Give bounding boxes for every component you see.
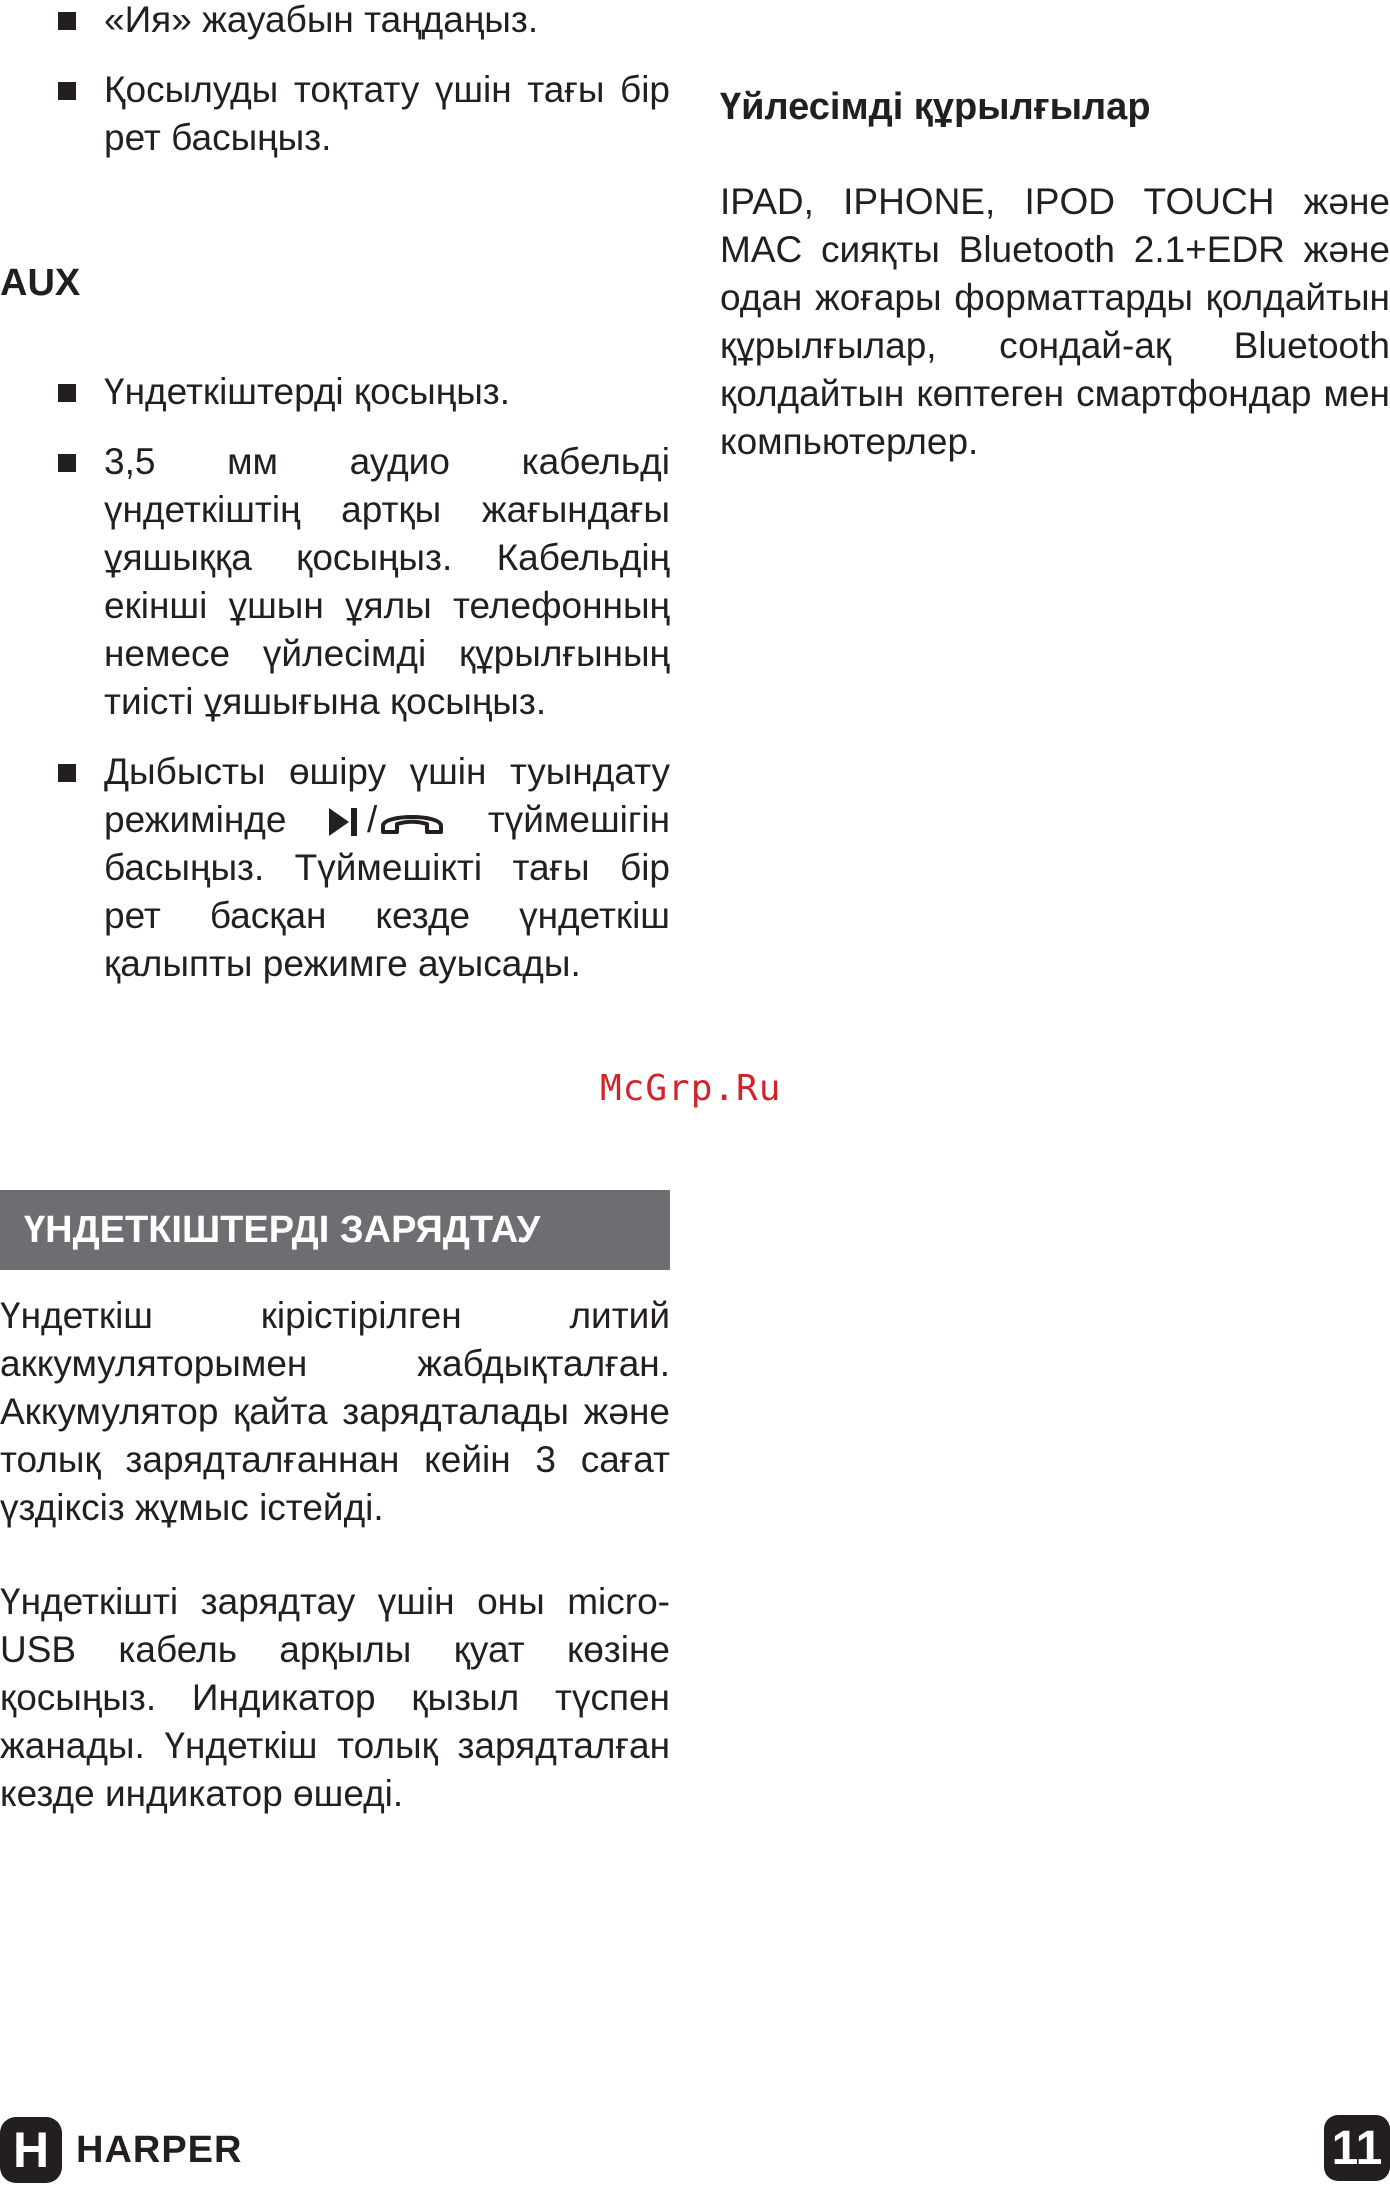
top-bullet-list [0,0,670,184]
page-number: 11 [1324,2115,1390,2181]
bullet-text: Үндеткіштерді қосыңыз. [104,371,511,412]
charging-banner: ҮНДЕТКІШТЕРДІ ЗАРЯДТАУ [0,1190,670,1270]
bullet-text-after-icon: түймешігін басыңыз. Түймешікті тағы бір рет басқан кезде үндеткіш қалыпты режимге ауысады. [104,799,671,984]
charging-section [0,1292,670,1818]
bullet-connect-cable [0,438,670,726]
bullet-text: Қосылуды тоқтату үшін тағы бір рет басыңыз. [104,69,670,158]
phone-handset-icon [377,804,447,840]
play-pause-icon [327,804,367,840]
bullet-stop-connection [0,66,670,162]
bullet-square-icon [58,384,76,402]
bullet-mute [0,748,670,988]
bullet-turn-on [0,368,670,416]
charging-paragraph-1: Үндеткіш кірістірілген литий аккумуляторымен жабдықталған. Аккумулятор қайта зарядталады және толық зарядталғаннан кейін 3 сағат үздіксіз жұмыс істейді. [0,1295,670,1528]
compatible-devices-paragraph: IPAD, IPHONE, IPOD TOUCH және MAC сияқты Bluetooth 2.1+EDR және одан жоғары форматтарды қолдайтын құрылғылар, сондай-ақ Bluetooth қолдайтын көптеген смартфондар мен компьютерлер. [720,181,1390,462]
logo-badge: H [0,2117,62,2183]
bullet-square-icon [58,454,76,472]
bullet-text: «Ия» жауабын таңдаңыз. [104,0,539,40]
charging-paragraph-2: Үндеткішті зарядтау үшін оны micro-USB кабель арқылы қуат көзіне қосыңыз. Индикатор қызыл түспен жанады. Үндеткіш толық зарядталған кезде индикатор өшеді. [0,1581,670,1814]
aux-bullet-list [0,368,670,1010]
slash-separator: / [366,799,378,840]
bullet-select-yes [0,0,670,44]
bullet-text: 3,5 мм аудио кабельді үндеткіштің артқы жағындағы ұяшыққа қосыңыз. Кабельдің екінші ұшын ұялы телефонның немесе үйлесімді құрылғының тиісті ұяшығына қосыңыз. [104,441,670,722]
bullet-square-icon [58,764,76,782]
compatible-devices-heading: Үйлесімді құрылғылар [720,86,1151,128]
bullet-text-before-icon: Дыбысты өшіру үшін туындату режимінде [104,751,670,840]
aux-heading: AUX [0,262,81,304]
bullet-square-icon [58,82,76,100]
watermark: McGrp.Ru [600,1068,782,1109]
brand-name: HARPER [76,2128,243,2171]
harper-logo [0,2115,242,2185]
bullet-square-icon [58,12,76,30]
